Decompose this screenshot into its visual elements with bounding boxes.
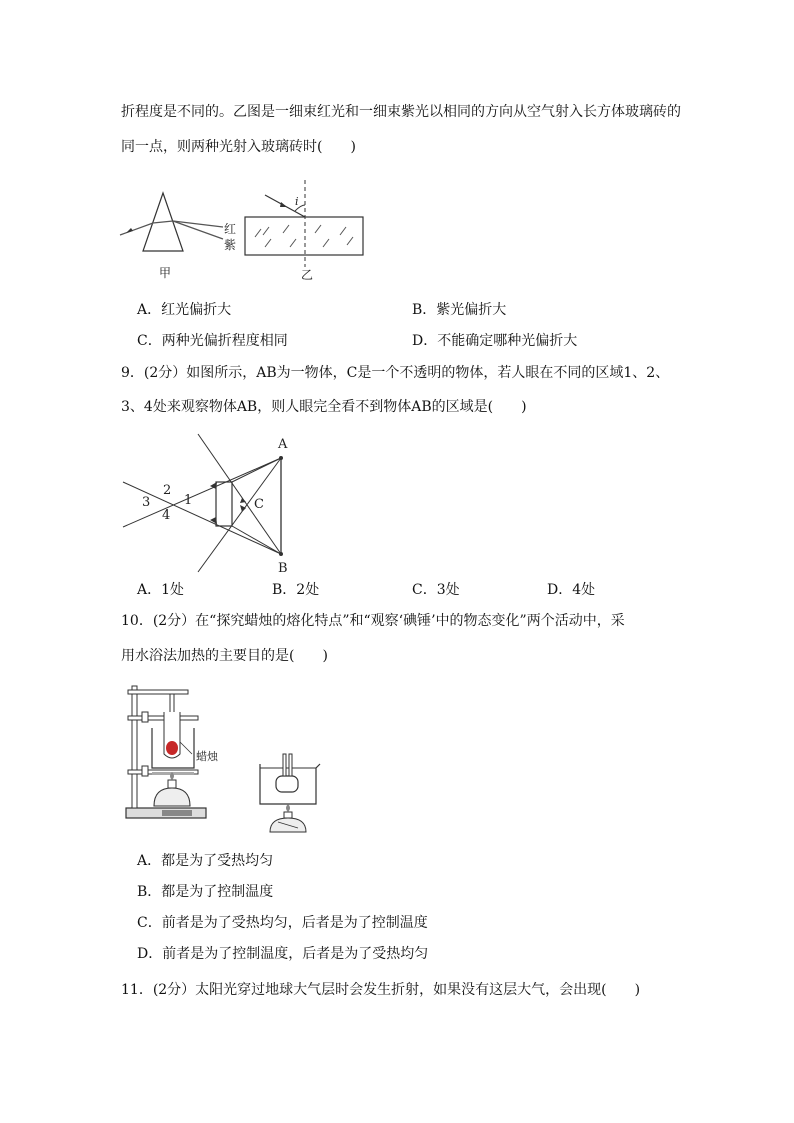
angle-label: i (295, 195, 299, 208)
region-4-label: 4 (162, 508, 171, 523)
q9-option-d[interactable]: D．4处 (547, 582, 596, 598)
label-c: C (254, 497, 264, 512)
opaque-object-c (216, 482, 232, 526)
q10-stem-line-1: 10．(2分）在“探究蜡烛的熔化特点”和“观察‘碘锤’中的物态变化”两个活动中，采 (121, 613, 625, 629)
q10-stem-line-2: 用水浴法加热的主要目的是( ) (121, 648, 328, 664)
q10-option-c[interactable]: C．前者是为了受热均匀，后者是为了控制温度 (137, 915, 428, 931)
q10-option-a[interactable]: A．都是为了受热均匀 (137, 853, 274, 869)
label-a: A (278, 437, 288, 452)
q9-stem-line-1: 9．(2分）如图所示，AB为一物体，C是一个不透明的物体，若人眼在不同的区域1、2、 (121, 365, 670, 381)
fig-yi-label: 乙 (301, 268, 314, 282)
candle-wax (166, 741, 178, 755)
region-3-label: 3 (142, 495, 151, 510)
q8-stem-line-2: 同一点，则两种光射入玻璃砖时( ) (121, 139, 356, 155)
q8-figure (115, 175, 375, 285)
purple-label: 紫 (224, 238, 237, 252)
alcohol-lamp (154, 788, 190, 806)
q9-stem-line-2: 3、4处来观察物体AB，则人眼完全看不到物体AB的区域是( ) (121, 399, 527, 415)
glass-block (245, 217, 363, 255)
region-2-label: 2 (163, 483, 172, 498)
q9-option-c[interactable]: C．3处 (412, 582, 460, 598)
q8-option-a[interactable]: A．红光偏折大 (137, 302, 232, 318)
q8-stem-line-1: 折程度是不同的。乙图是一细束红光和一细束紫光以相同的方向从空气射入长方体玻璃砖的 (121, 104, 681, 120)
candle-label: 蜡烛 (196, 750, 218, 763)
q10-option-d[interactable]: D．前者是为了控制温度，后者是为了受热均匀 (137, 946, 429, 962)
label-b: B (278, 561, 288, 576)
red-label: 红 (224, 222, 237, 236)
q10-option-b[interactable]: B．都是为了控制温度 (137, 884, 274, 900)
q9-option-a[interactable]: A．1处 (137, 582, 185, 598)
fig-jia-label: 甲 (159, 266, 172, 280)
iodine-hammer (276, 776, 298, 792)
q11-stem-line-1: 11．(2分）太阳光穿过地球大气层时会发生折射，如果没有这层大气，会出现( ) (121, 982, 641, 998)
region-1-label: 1 (184, 493, 193, 508)
q8-option-c[interactable]: C．两种光偏折程度相同 (137, 333, 288, 349)
q8-option-d[interactable]: D．不能确定哪种光偏折大 (412, 333, 578, 349)
q9-figure (118, 432, 298, 577)
q8-option-b[interactable]: B．紫光偏折大 (412, 302, 507, 318)
q10-figure (122, 682, 327, 837)
q9-option-b[interactable]: B．2处 (272, 582, 320, 598)
